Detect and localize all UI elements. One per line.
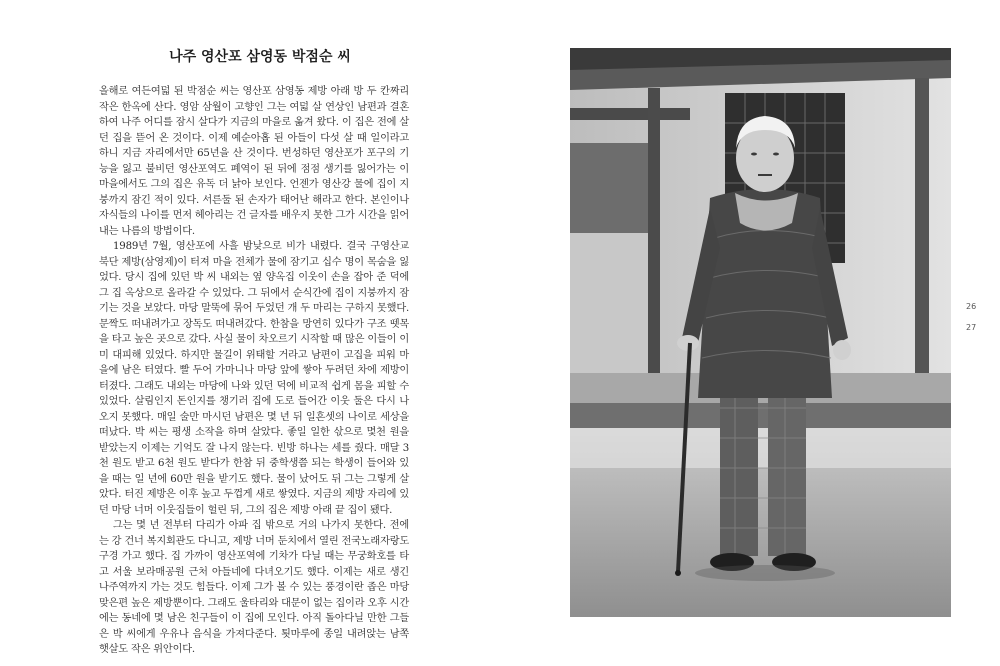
article-title: 나주 영산포 삼영동 박점순 씨 bbox=[169, 49, 351, 65]
paragraph-3: 그는 몇 년 전부터 다리가 아파 집 밖으로 거의 나가지 못한다. 전에는 강 건너 복지회관도 다니고, 제방 너머 둔치에서 열린 전국노래자랑도 구경 가고 했다. 집 가까이 영산포역에 기차가 다닐 때는 무궁화호를 타고 서울 보라매공원 근처 아들네에 다녀오기도 했다. 이제는 새로 생긴 나주역까지 가는 것도 힘들다. 이제 그가 볼 수 있는 풍경이란 좁은 마당 맞은편 높은 제방뿐이다. 그래도 울타리와 대문이 없는 집이라 오후 시간에는 동네에 몇 남은 친구들이 이 집에 모인다. 아직 돌아다닐 만한 그들은 박 씨에게 우유나 음식을 가져다준다. 툇마루에 종일 내려앉는 남쪽 햇살도 작은 위안이다. bbox=[99, 520, 409, 655]
paragraph-1: 올해로 여든여덟 된 박점순 씨는 영산포 삼영동 제방 아래 방 두 칸짜리 작은 한옥에 산다. 영암 삼월이 고향인 그는 여덟 살 연상인 남편과 결혼하여 나주 어디를 잠시 살다가 지금의 마을로 옮겨 왔다. 이 집은 전에 살던 집을 뜯어 온 것이다. 이제 예순아홉 된 아들이 다섯 살 때 일이라고 하니 지금 자리에서만 65년을 산 것이다. 번성하던 영산포가 포구의 기능을 잃고 불비던 영산포역도 폐역이 된 뒤에 점점 생기를 잃어가는 이 마을에서도 그의 집은 유독 더 낡아 보인다. 언젠가 영산강 물에 집이 지붕까지 잠긴 적이 있다. 서른둘 된 손자가 태어난 해라고 한다. 본인이나 자식들의 나이를 먼저 헤아리는 건 글자를 배우지 못한 그가 시간을 읽어 내는 나름의 방법이다. bbox=[99, 86, 409, 237]
portrait-illustration bbox=[570, 48, 951, 617]
page-number-right: 27 bbox=[966, 323, 977, 332]
page-number-left: 26 bbox=[966, 302, 977, 311]
paragraph-2: 1989년 7월, 영산포에 사흘 밤낮으로 비가 내렸다. 결국 구영산교 북단 제방(삼영제)이 터져 마을 전체가 물에 잠기고 십수 명이 목숨을 잃었다. 당시 집에 있던 박 씨 내외는 옆 양옥집 이웃이 손을 잡아 준 덕에 그 집 옥상으로 올라갈 수 있었다. 그 뒤에서 순식간에 집이 지붕까지 잠기는 것을 보았다. 마당 말뚝에 묶어 두었던 개 두 마리는 구하지 못했다. 문짝도 떠내려가고 장독도 떠내려갔다. 한참을 망연히 있다가 구조 뗏목을 타고 높은 곳으로 갔다. 사실 물이 차오르기 시작할 때 많은 이들이 이미 대피해 있었다. 하지만 물길이 위태할 거라고 남편이 고집을 피워 마을에 남은 터였다. 빨 두어 가마니나 마당 앞에 쌓아 두려던 차에 제방이 터졌다. 그래도 내외는 마당에 나와 있던 덕에 비교적 쉽게 몸을 피할 수 있었다. 살림인지 돈인지를 챙기러 집에 도로 들어간 이웃 둘은 다시 나오지 못했다. 매일 술만 마시던 남편은 몇 년 뒤 일흔셋의 나이로 세상을 떠났다. 박 씨는 평생 소작을 하며 살았다. 좋일 일한 삯으로 몇천 원을 받았는지 이제는 기억도 잘 나지 않는다. 빈방 하나는 세를 줬다. 매달 3천 원도 받고 6천 원도 받다가 한참 뒤 중학생쯤 되는 학생이 들어와 있을 때는 일 년에 60만 원을 받기도 했다. 물이 났어도 뒤 그는 그렇게 살았다. 터진 제방은 이후 높고 두껍게 새로 쌓였다. 지금의 제방 자리에 있던 마당 너머 이웃집들이 헐린 뒤, 그의 집은 제방 아래 끝 집이 됐다. bbox=[99, 241, 409, 516]
article-body bbox=[99, 84, 409, 658]
portrait-photo bbox=[570, 48, 951, 617]
